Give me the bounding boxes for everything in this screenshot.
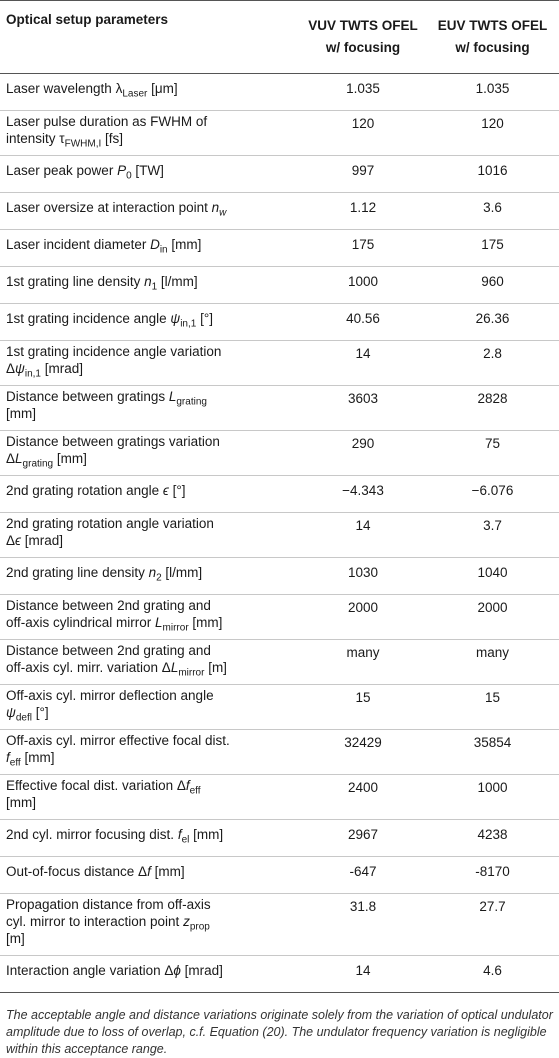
table-row xyxy=(0,685,559,730)
subscript-text: grating xyxy=(22,458,54,470)
parameter-line xyxy=(6,614,296,634)
parameter-text: L xyxy=(155,615,163,630)
parameter-line xyxy=(6,450,296,470)
euv-value-cell: 26.36 xyxy=(424,304,559,341)
vuv-value-cell: 1.035 xyxy=(300,74,424,111)
header-vuv xyxy=(300,1,424,74)
parameter-cell xyxy=(0,230,300,267)
table-row xyxy=(0,386,559,431)
euv-value-cell: 120 xyxy=(424,111,559,156)
subscript-text: in,1 xyxy=(24,368,41,380)
parameter-text: [m] xyxy=(204,660,227,675)
table-row xyxy=(0,304,559,341)
euv-value-cell: 1.035 xyxy=(424,74,559,111)
parameter-text: L xyxy=(168,389,177,404)
subscript-text: 1 xyxy=(151,281,158,293)
parameter-text: [mm] xyxy=(6,795,36,810)
vuv-value-cell: -647 xyxy=(300,857,424,894)
header-euv xyxy=(424,1,559,74)
parameter-text: [°] xyxy=(196,311,213,326)
table-row xyxy=(0,111,559,156)
header-text: VUV TWTS OFEL xyxy=(308,18,418,33)
parameter-text: L xyxy=(170,660,179,675)
parameter-text: Laser pulse duration as FWHM of xyxy=(6,114,208,129)
parameter-line xyxy=(6,236,296,256)
parameter-text: 2nd grating rotation angle xyxy=(6,483,163,498)
euv-value-cell: 1040 xyxy=(424,558,559,595)
table-row xyxy=(0,431,559,476)
header-text: Optical setup parameters xyxy=(6,12,169,27)
parameter-line xyxy=(6,273,296,293)
vuv-value-cell: 14 xyxy=(300,956,424,993)
euv-value-cell: 15 xyxy=(424,685,559,730)
parameter-line xyxy=(6,162,296,182)
parameter-line xyxy=(6,130,296,150)
table-row xyxy=(0,341,559,386)
euv-value-cell: 175 xyxy=(424,230,559,267)
parameter-text: [mrad] xyxy=(20,533,63,548)
euv-value-cell: 3.7 xyxy=(424,513,559,558)
parameter-text: Laser peak power xyxy=(6,163,118,178)
table-row xyxy=(0,894,559,956)
euv-value-cell: 2000 xyxy=(424,595,559,640)
euv-value-cell: 27.7 xyxy=(424,894,559,956)
parameter-text: Distance between 2nd grating and xyxy=(6,643,211,658)
euv-value-cell: 1016 xyxy=(424,156,559,193)
subscript-text: eff xyxy=(9,757,21,769)
parameter-text: P xyxy=(117,163,127,178)
vuv-value-cell: 120 xyxy=(300,111,424,156)
parameter-line xyxy=(6,199,296,219)
parameter-text: [mm] xyxy=(167,237,202,252)
vuv-value-cell: many xyxy=(300,640,424,685)
parameter-text: [mrad] xyxy=(40,361,83,376)
parameter-text: Laser wavelength λ xyxy=(6,81,123,96)
parameter-text: Laser incident diameter xyxy=(6,237,151,252)
vuv-value-cell: 32429 xyxy=(300,730,424,775)
vuv-value-cell: 997 xyxy=(300,156,424,193)
parameter-line xyxy=(6,343,296,360)
parameter-text: f xyxy=(177,827,182,842)
parameter-line xyxy=(6,515,296,532)
header-row xyxy=(0,1,559,74)
euv-value-cell: 2.8 xyxy=(424,341,559,386)
vuv-value-cell: 40.56 xyxy=(300,304,424,341)
parameter-cell xyxy=(0,386,300,431)
subscript-text: el xyxy=(181,834,190,846)
parameter-cell xyxy=(0,956,300,993)
parameter-line xyxy=(6,113,296,130)
parameter-cell xyxy=(0,857,300,894)
parameter-text: Laser oversize at interaction point xyxy=(6,200,212,215)
parameter-text: [μm] xyxy=(147,81,178,96)
euv-value-cell: 4.6 xyxy=(424,956,559,993)
subscript-text: mirror xyxy=(162,622,189,634)
parameter-line xyxy=(6,687,296,704)
parameter-text: [mm] xyxy=(20,750,55,765)
parameter-text: off-axis cylindrical mirror xyxy=(6,615,156,630)
parameter-line xyxy=(6,642,296,659)
parameter-text: Distance between gratings xyxy=(6,389,169,404)
parameter-text: Interaction angle variation Δ xyxy=(6,963,174,978)
vuv-value-cell: 2400 xyxy=(300,775,424,820)
parameter-cell xyxy=(0,341,300,386)
parameter-text: ψ xyxy=(6,705,16,720)
vuv-value-cell: 3603 xyxy=(300,386,424,431)
vuv-value-cell: 2967 xyxy=(300,820,424,857)
table-row xyxy=(0,156,559,193)
parameter-cell xyxy=(0,595,300,640)
parameter-text: ϵ xyxy=(162,483,169,498)
subscript-text: eff xyxy=(189,785,201,797)
parameter-text: Out-of-focus distance Δ xyxy=(6,864,148,879)
parameter-line xyxy=(6,930,296,947)
parameter-line xyxy=(6,863,296,880)
parameter-cell xyxy=(0,894,300,956)
parameter-cell xyxy=(0,476,300,513)
euv-value-cell: 3.6 xyxy=(424,193,559,230)
parameter-cell xyxy=(0,267,300,304)
table-row xyxy=(0,267,559,304)
euv-value-cell: 4238 xyxy=(424,820,559,857)
vuv-value-cell: −4.343 xyxy=(300,476,424,513)
parameter-text: Distance between 2nd grating and xyxy=(6,598,211,613)
euv-value-cell: 2828 xyxy=(424,386,559,431)
parameter-text: f xyxy=(185,778,190,793)
parameter-line xyxy=(6,749,296,769)
vuv-value-cell: 14 xyxy=(300,513,424,558)
parameter-text: Δ xyxy=(6,361,16,376)
parameter-line xyxy=(6,564,296,584)
subscript-text: in xyxy=(159,244,168,256)
parameter-text: [°] xyxy=(168,483,186,498)
parameter-cell xyxy=(0,431,300,476)
header-text: w/ focusing xyxy=(455,40,530,55)
parameter-line xyxy=(6,777,296,797)
vuv-value-cell: 1.12 xyxy=(300,193,424,230)
parameter-cell xyxy=(0,304,300,341)
parameter-text: [mm] xyxy=(6,406,36,421)
parameter-line xyxy=(6,597,296,614)
parameter-text: ϕ xyxy=(173,963,181,978)
table-row xyxy=(0,775,559,820)
parameter-text: off-axis cyl. mirr. variation Δ xyxy=(6,660,171,675)
parameter-line xyxy=(6,388,296,408)
table-row xyxy=(0,595,559,640)
parameter-text: n xyxy=(148,565,157,580)
parameter-line xyxy=(6,794,296,811)
parameter-text: ψ xyxy=(170,311,181,326)
parameter-text: L xyxy=(15,451,23,466)
table-footnote: The acceptable angle and distance variations originate solely from the variation of optical undulator amplitude due to loss of overlap, c.f. Equation (20). The undulator frequency variation is negligible within this acceptance range. xyxy=(6,1008,553,1056)
parameter-text: [m] xyxy=(6,931,25,946)
parameter-text: Propagation distance from off-axis xyxy=(6,897,211,912)
parameter-line xyxy=(6,532,296,549)
parameter-text: [mm] xyxy=(188,615,223,630)
parameter-text: Off-axis cyl. mirror deflection angle xyxy=(6,688,214,703)
parameter-text: intensity τ xyxy=(6,131,65,146)
parameter-cell xyxy=(0,193,300,230)
parameter-text: [mrad] xyxy=(180,963,223,978)
vuv-value-cell: 290 xyxy=(300,431,424,476)
parameter-cell xyxy=(0,74,300,111)
parameter-cell xyxy=(0,640,300,685)
parameter-cell xyxy=(0,558,300,595)
table-row xyxy=(0,640,559,685)
parameter-text: 2nd cyl. mirror focusing dist. xyxy=(6,827,178,842)
table-header xyxy=(0,1,559,74)
table-row xyxy=(0,230,559,267)
table-row xyxy=(0,74,559,111)
parameter-text: 2nd grating rotation angle variation xyxy=(6,516,214,531)
parameter-text: 1st grating incidence angle variation xyxy=(6,344,222,359)
parameter-cell xyxy=(0,513,300,558)
header-parameters xyxy=(0,1,300,74)
subscript-text: in,1 xyxy=(180,318,197,330)
parameter-text: z xyxy=(183,914,190,929)
table-row xyxy=(0,820,559,857)
subscript-text: grating xyxy=(176,396,207,408)
vuv-value-cell: 31.8 xyxy=(300,894,424,956)
parameter-cell xyxy=(0,156,300,193)
header-text: EUV TWTS OFEL xyxy=(437,18,548,33)
parameter-text: n xyxy=(144,274,152,289)
parameter-line xyxy=(6,310,296,330)
parameter-text: [l/mm] xyxy=(157,274,198,289)
parameter-text: cyl. mirror to interaction point xyxy=(6,914,184,929)
parameter-text: ϵ xyxy=(15,533,21,548)
parameter-cell xyxy=(0,685,300,730)
table-body xyxy=(0,74,559,993)
subscript-text: 0 xyxy=(126,170,132,182)
parameter-text: Effective focal dist. variation Δ xyxy=(6,778,186,793)
parameter-text: 1st grating incidence angle xyxy=(6,311,171,326)
parameter-cell xyxy=(0,775,300,820)
parameter-text: [fs] xyxy=(101,131,124,146)
parameter-line xyxy=(6,482,296,499)
parameter-line xyxy=(6,659,296,679)
parameter-text: [mm] xyxy=(150,864,185,879)
vuv-value-cell: 14 xyxy=(300,341,424,386)
vuv-value-cell: 175 xyxy=(300,230,424,267)
header-text: w/ focusing xyxy=(325,40,401,55)
parameter-text: Distance between gratings variation xyxy=(6,434,220,449)
table-row xyxy=(0,956,559,993)
parameter-cell xyxy=(0,111,300,156)
parameter-text: Δ xyxy=(6,533,16,548)
vuv-value-cell: 1030 xyxy=(300,558,424,595)
vuv-value-cell: 15 xyxy=(300,685,424,730)
parameter-line xyxy=(6,360,296,380)
euv-value-cell: 1000 xyxy=(424,775,559,820)
parameter-line xyxy=(6,80,296,100)
parameter-text: D xyxy=(150,237,160,252)
table-row xyxy=(0,476,559,513)
parameter-text: ψ xyxy=(15,361,25,376)
parameter-text: [TW] xyxy=(131,163,164,178)
subscript-text: Laser xyxy=(122,88,148,100)
subscript-text: FWHM,I xyxy=(64,138,102,150)
parameter-line xyxy=(6,896,296,913)
parameter-text: [mm] xyxy=(53,451,87,466)
subscript-text: prop xyxy=(189,921,210,933)
parameter-text: [°] xyxy=(31,705,49,720)
subscript-text: mirror xyxy=(178,667,205,679)
parameter-line xyxy=(6,913,296,933)
parameter-text: f xyxy=(147,864,151,879)
parameter-text: Δ xyxy=(6,451,16,466)
table-row xyxy=(0,730,559,775)
euv-value-cell: 35854 xyxy=(424,730,559,775)
parameter-cell xyxy=(0,730,300,775)
parameter-text: Off-axis cyl. mirror effective focal dist. xyxy=(6,733,230,748)
parameter-text: f xyxy=(6,750,10,765)
parameter-line xyxy=(6,826,296,846)
euv-value-cell: −6.076 xyxy=(424,476,559,513)
parameter-line xyxy=(6,732,296,749)
parameter-line xyxy=(6,405,296,422)
parameter-text: [l/mm] xyxy=(161,565,203,580)
subscript-text: 2 xyxy=(156,572,162,584)
subscript-text: defl xyxy=(15,712,32,724)
table-row xyxy=(0,558,559,595)
subscript-text: w xyxy=(219,207,227,219)
parameter-line xyxy=(6,704,296,724)
vuv-value-cell: 2000 xyxy=(300,595,424,640)
parameter-text: n xyxy=(211,200,220,215)
euv-value-cell: 75 xyxy=(424,431,559,476)
parameter-line xyxy=(6,962,296,979)
vuv-value-cell: 1000 xyxy=(300,267,424,304)
parameter-text: 2nd grating line density xyxy=(6,565,149,580)
euv-value-cell: many xyxy=(424,640,559,685)
parameter-text: [mm] xyxy=(189,827,224,842)
table-row xyxy=(0,193,559,230)
parameter-text: 1st grating line density xyxy=(6,274,145,289)
euv-value-cell: 960 xyxy=(424,267,559,304)
parameter-cell xyxy=(0,820,300,857)
table-row xyxy=(0,513,559,558)
parameter-line xyxy=(6,433,296,450)
table-row xyxy=(0,857,559,894)
euv-value-cell: -8170 xyxy=(424,857,559,894)
